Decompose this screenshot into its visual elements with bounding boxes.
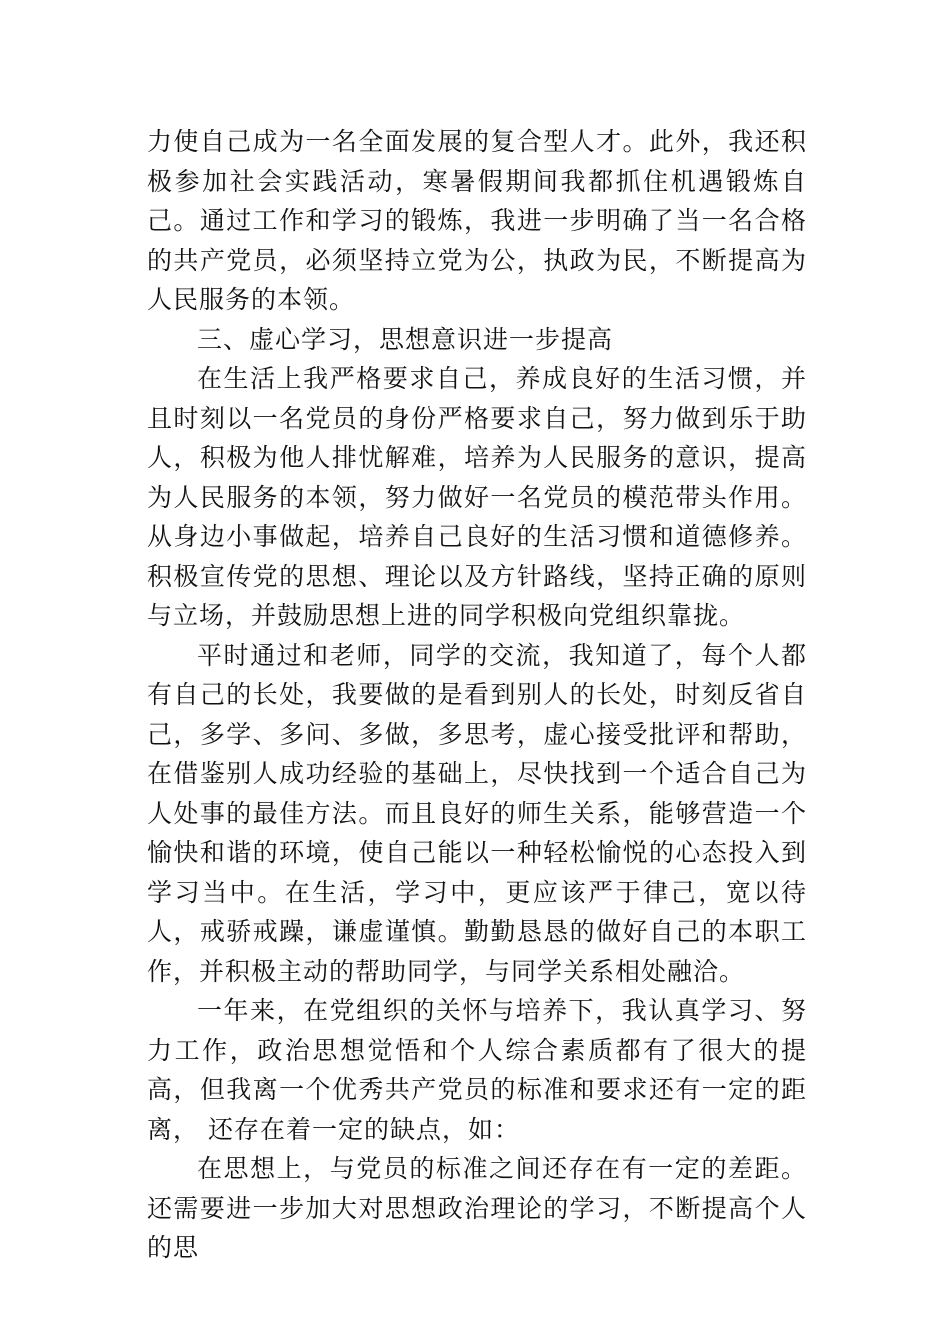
section-heading: 三、虚心学习，思想意识进一步提高 bbox=[197, 324, 614, 354]
paragraph-4: 一年来，在党组织的关怀与培养下，我认真学习、努力工作，政治思想觉悟和个人综合素质都有了很大的提高，但我离一个优秀共产党员的标准和要求还有一定的距离， 还存在着一定的缺点，如： bbox=[147, 996, 807, 1144]
paragraph-2: 在生活上我严格要求自己，养成良好的生活习惯，并且时刻以一名党员的身份严格要求自己，努力做到乐于助人，积极为他人排忧解难，培养为人民服务的意识，提高为人民服务的本领，努力做好一名党员的模范带头作用。从身边小事做起，培养自己良好的生活习惯和道德修养。积极宣传党的思想、理论以及方针路线，坚持正确的原则与立场，并鼓励思想上进的同学积极向党组织靠拢。 bbox=[147, 364, 807, 630]
paragraph-5: 在思想上，与党员的标准之间还存在有一定的差距。还需要进一步加大对思想政治理论的学习，不断提高个人的思 bbox=[147, 1154, 807, 1262]
paragraph-1: 力使自己成为一名全面发展的复合型人才。此外，我还积极参加社会实践活动，寒暑假期间我都抓住机遇锻炼自己。通过工作和学习的锻炼，我进一步明确了当一名合格的共产党员，必须坚持立党为公，执政为民，不断提高为人民服务的本领。 bbox=[147, 127, 807, 314]
document-body bbox=[147, 122, 807, 1268]
paragraph-3: 平时通过和老师，同学的交流，我知道了，每个人都有自己的长处，我要做的是看到别人的长处，时刻反省自己，多学、多问、多做，多思考，虚心接受批评和帮助，在借鉴别人成功经验的基础上，尽快找到一个适合自己为人处事的最佳方法。而且良好的师生关系，能够营造一个愉快和谐的环境，使自己能以一种轻松愉悦的心态投入到学习当中。在生活，学习中，更应该严于律己，宽以待人，戒骄戒躁，谦虚谨慎。勤勤恳恳的做好自己的本职工作，并积极主动的帮助同学，与同学关系相处融洽。 bbox=[147, 640, 807, 986]
